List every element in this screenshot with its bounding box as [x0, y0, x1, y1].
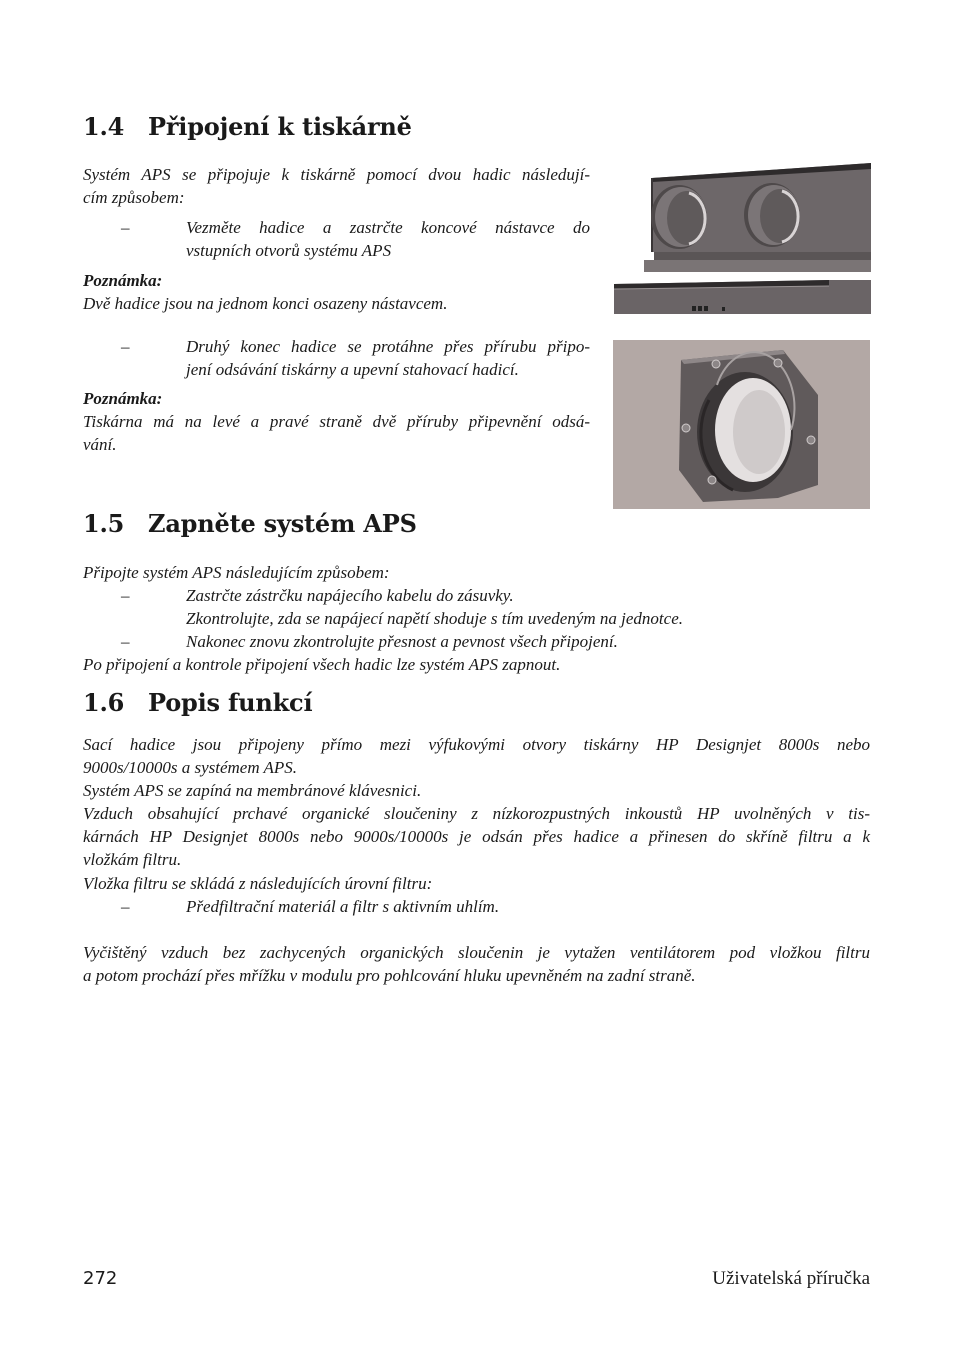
note-text-line-1: Tiskárna má na levé a pravé straně dvě příruby připevnění odsá- [83, 412, 590, 431]
step-2-line-1: Druhý konec hadice se protáhne přes přírubu připo- [186, 337, 590, 356]
note-label: Poznámka: [83, 271, 163, 290]
list-item: Zastrčte zástrčku napájecího kabelu do zásuvky. [186, 586, 514, 605]
aps-inlets-figure [614, 160, 871, 314]
list-item-continuation: Zkontrolujte, zda se napájecí napětí shoduje s tím uvedeným na jednotce. [186, 609, 683, 628]
list-dash: – [121, 632, 130, 651]
note-text-line-2: vání. [83, 435, 117, 454]
section-title: Zapněte systém APS [148, 509, 417, 538]
document-title: Uživatelská příručka [712, 1268, 870, 1289]
section-number: 1.6 [83, 688, 125, 717]
list-item: Nakonec znovu zkontrolujte přesnost a pevnost všech připojení. [186, 632, 618, 651]
paragraph-line: Vložka filtru se skládá z následujících úrovní filtru: [83, 874, 433, 893]
list-dash: – [121, 586, 130, 605]
outro-line: Po připojení a kontrole připojení všech hadic lze systém APS zapnout. [83, 655, 561, 674]
note-text: Dvě hadice jsou na jednom konci osazeny nástavcem. [83, 294, 448, 313]
step-2-line-2: jení odsávání tiskárny a upevní stahovací hadicí. [186, 360, 519, 379]
section-heading-1-6 [83, 688, 312, 717]
page-number: 272 [83, 1268, 118, 1289]
paragraph-line: kárnách HP Designjet 8000s nebo 9000s/10000s je odsán přes hadice a přinesen do skříně filtru a k [83, 827, 870, 846]
paragraph-line: vložkám filtru. [83, 850, 182, 869]
section-title: Popis funkcí [148, 688, 313, 717]
intro-line-1: Systém APS se připojuje k tiskárně pomocí dvou hadic následují- [83, 165, 590, 184]
section-heading-1-5 [83, 509, 417, 538]
step-1-line-2: vstupních otvorů systému APS [186, 241, 392, 260]
note-label: Poznámka: [83, 389, 163, 408]
paragraph-line: 9000s/10000s a systémem APS. [83, 758, 298, 777]
section-number: 1.4 [83, 112, 125, 141]
list-dash: – [121, 337, 130, 356]
list-dash: – [121, 897, 130, 916]
section-number: 1.5 [83, 509, 125, 538]
intro-line-2: cím způsobem: [83, 188, 185, 207]
list-item: Předfiltrační materiál a filtr s aktivním uhlím. [186, 897, 500, 916]
paragraph-line: Systém APS se zapíná na membránové klávesnici. [83, 781, 422, 800]
paragraph-line: Vzduch obsahující prchavé organické sloučeniny z nízkorozpustných inkoustů HP uvolněných v tis- [83, 804, 870, 823]
intro-line: Připojte systém APS následujícím způsobem: [83, 563, 390, 582]
section-heading-1-4 [83, 112, 412, 141]
list-dash: – [121, 218, 130, 237]
paragraph-line: a potom prochází přes mřížku v modulu pro pohlcování hluku upevněném na zadní straně. [83, 966, 696, 985]
paragraph-line: Vyčištěný vzduch bez zachycených organických sloučenin je vytažen ventilátorem pod vložkou filtru [83, 943, 870, 962]
step-1-line-1: Vezměte hadice a zastrčte koncové nástavce do [186, 218, 590, 237]
section-title: Připojení k tiskárně [148, 112, 412, 141]
flange-figure [613, 340, 870, 509]
paragraph-line: Sací hadice jsou připojeny přímo mezi výfukovými otvory tiskárny HP Designjet 8000s nebo [83, 735, 870, 754]
